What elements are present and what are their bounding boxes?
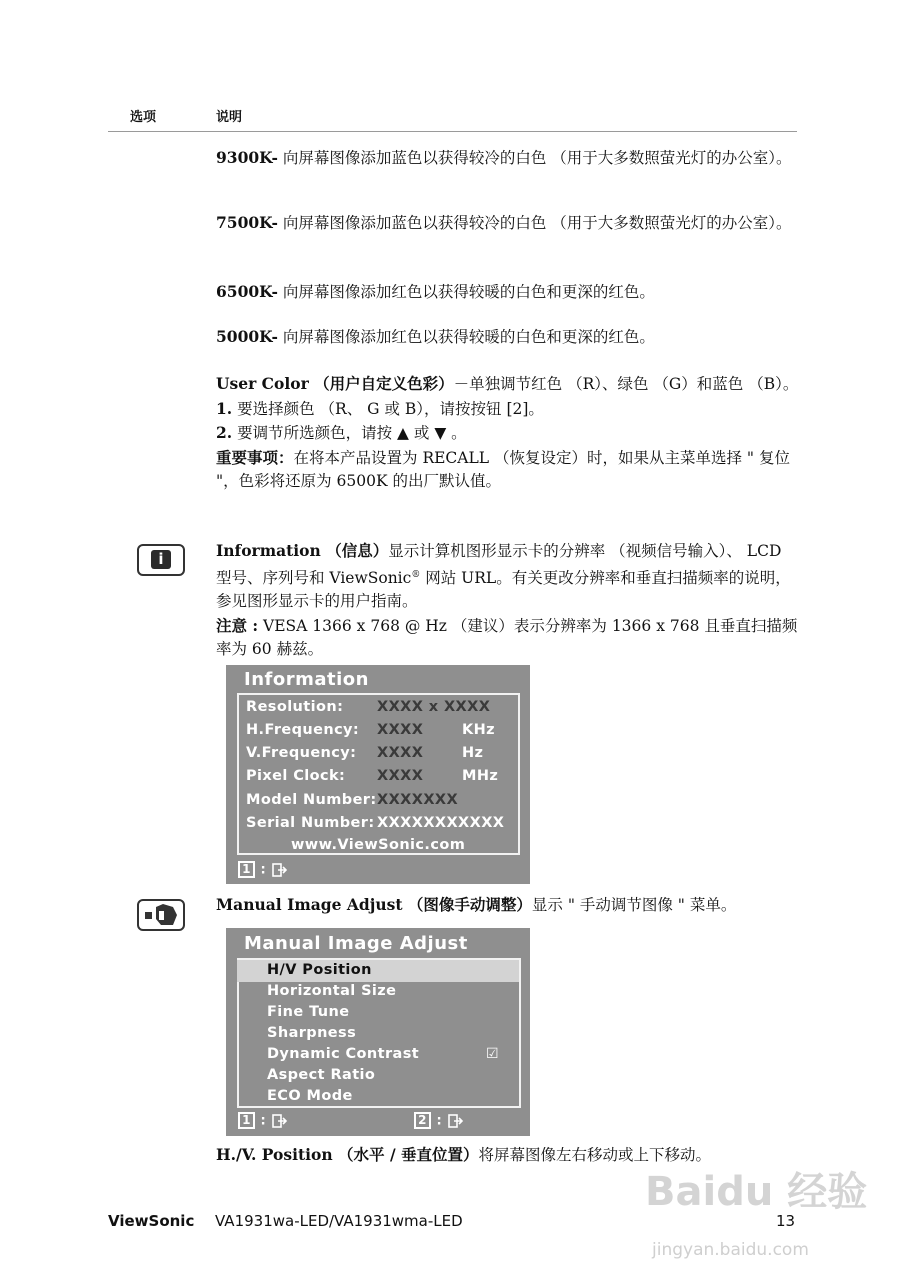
hand-adjust-icon-glyph: [139, 901, 183, 929]
item-5000k-label: 5000K-: [216, 327, 278, 346]
manual-osd-title: Manual Image Adjust: [244, 933, 468, 954]
footer-model: VA1931wa-LED/VA1931wma-LED: [215, 1212, 463, 1230]
item-information: [216, 539, 801, 662]
item-user-color: [216, 372, 801, 494]
hand-adjust-icon: [137, 899, 185, 931]
osd-row-value: XXXX: [377, 722, 424, 738]
info-icon-glyph: i: [151, 550, 171, 569]
item-9300k-label: 9300K-: [216, 148, 278, 167]
item-7500k-text: 向屏幕图像添加蓝色以获得较冷的白色 （用于大多数照萤光灯的办公室）。: [277, 214, 792, 232]
osd-key-row: 1 :: [238, 861, 288, 878]
item-9300k-text: 向屏幕图像添加蓝色以获得较冷的白色 （用于大多数照萤光灯的办公室）。: [277, 149, 792, 167]
key-1-button: 1: [238, 861, 255, 878]
item-manual-image-adjust: [216, 893, 801, 918]
watermark-url: jingyan.baidu.com: [652, 1240, 809, 1260]
item-5000k: [216, 325, 801, 350]
footer-brand: ViewSonic: [108, 1212, 195, 1230]
osd-row-label: Pixel Clock:: [246, 768, 346, 784]
menu-item-horizontal-size[interactable]: Horizontal Size: [267, 983, 397, 999]
column-header-option: 选项: [130, 110, 157, 125]
osd-row-label: Resolution:: [246, 699, 344, 715]
osd-key-row-1: 1 :: [238, 1112, 288, 1129]
manual-image-adjust-osd: [226, 928, 530, 1136]
key-1-button: 1: [238, 1112, 255, 1129]
menu-item-dynamic-contrast[interactable]: Dynamic Contrast: [267, 1046, 420, 1062]
info-icon: [137, 544, 185, 576]
manual-text: 显示 " 手动调节图像 " 菜单。: [531, 896, 737, 914]
user-color-text: －单独调节红色 （R）、绿色 （G）和蓝色 （B）。: [453, 375, 799, 393]
exit-icon: [272, 1114, 288, 1128]
key-2-button: 2: [414, 1112, 431, 1129]
information-text-a: 显示计算机图形显示卡的分辨率 （视频信号输入）、 LCD 型号、序列号和 ViewSonic: [216, 542, 782, 587]
important-note-text: 在将本产品设置为 RECALL （恢复设定）时，如果从主菜单选择 " 复位 "，色彩将还原为 6500K 的出厂默认值。: [216, 448, 790, 490]
menu-item-eco-mode[interactable]: ECO Mode: [267, 1088, 353, 1104]
item-6500k-label: 6500K-: [216, 282, 278, 301]
item-7500k: [216, 211, 801, 236]
osd-row-label: Model Number:: [246, 792, 377, 808]
osd-row-value: XXXXXXXXXXX: [377, 815, 505, 831]
osd-row-value: XXXX: [377, 745, 424, 761]
item-9300k: [216, 146, 801, 171]
osd-row-unit: MHz: [462, 768, 499, 784]
step2-number: 2.: [216, 423, 233, 442]
baidu-jingyan-logo: Baidu 经验: [645, 1169, 868, 1215]
step2-text: 要调节所选颜色，请按 ▲ 或 ▼ 。: [232, 424, 467, 442]
osd-key-row-2: 2 :: [414, 1112, 464, 1129]
column-header-description: 说明: [216, 110, 243, 125]
hv-text: 将屏幕图像左右移动或上下移动。: [478, 1146, 712, 1164]
step1-number: 1.: [216, 398, 233, 418]
osd-row-label: V.Frequency:: [246, 745, 357, 761]
hv-label: H./V. Position （水平 / 垂直位置）: [216, 1145, 479, 1164]
osd-row-value: XXXXXXX: [377, 792, 459, 808]
information-osd-title: Information: [244, 669, 369, 690]
osd-row-value: XXXX x XXXX: [377, 699, 491, 715]
osd-row-resolution: [246, 699, 343, 715]
menu-item-sharpness[interactable]: Sharpness: [267, 1025, 357, 1041]
registered-mark: ®: [411, 569, 421, 580]
manual-label: Manual Image Adjust （图像手动调整）: [216, 895, 532, 914]
menu-item-fine-tune[interactable]: Fine Tune: [267, 1004, 350, 1020]
enter-icon: [448, 1114, 464, 1128]
item-5000k-text: 向屏幕图像添加红色以获得较暖的白色和更深的红色。: [277, 328, 655, 346]
osd-url: www.ViewSonic.com: [291, 837, 466, 853]
information-label: Information （信息）: [216, 541, 389, 560]
osd-row-unit: KHz: [462, 722, 496, 738]
information-note-label: 注意 :: [216, 615, 259, 635]
item-6500k-text: 向屏幕图像添加红色以获得较暖的白色和更深的红色。: [277, 283, 655, 301]
osd-row-unit: Hz: [462, 745, 484, 761]
exit-icon: [272, 863, 288, 877]
step1-text: 要选择颜色 （R、 G 或 B），请按按钮 [2]。: [232, 399, 544, 418]
osd-row-label: Serial Number:: [246, 815, 375, 831]
item-7500k-label: 7500K-: [216, 213, 278, 232]
menu-item-aspect-ratio[interactable]: Aspect Ratio: [267, 1067, 376, 1083]
osd-row-label: H.Frequency:: [246, 722, 360, 738]
header-divider: [108, 131, 797, 132]
information-text-b: 网站 URL。有关更改分辨率和垂直扫描频率的说明，参见图形显示卡的用户指南。: [216, 568, 791, 611]
page-number: 13: [776, 1212, 796, 1230]
user-color-label: User Color （用户自定义色彩）: [216, 374, 454, 393]
information-osd: [226, 665, 530, 884]
osd-row-value: XXXX: [377, 768, 424, 784]
menu-item-hv-position[interactable]: H/V Position: [267, 962, 372, 978]
information-note-text: VESA 1366 x 768 @ Hz （建议）表示分辨率为 1366 x 768 且垂直扫描频率为 60 赫兹。: [216, 616, 798, 659]
checkbox-icon: ☑: [486, 1046, 499, 1062]
important-note-label: 重要事项：: [216, 447, 294, 467]
item-6500k: [216, 280, 801, 305]
